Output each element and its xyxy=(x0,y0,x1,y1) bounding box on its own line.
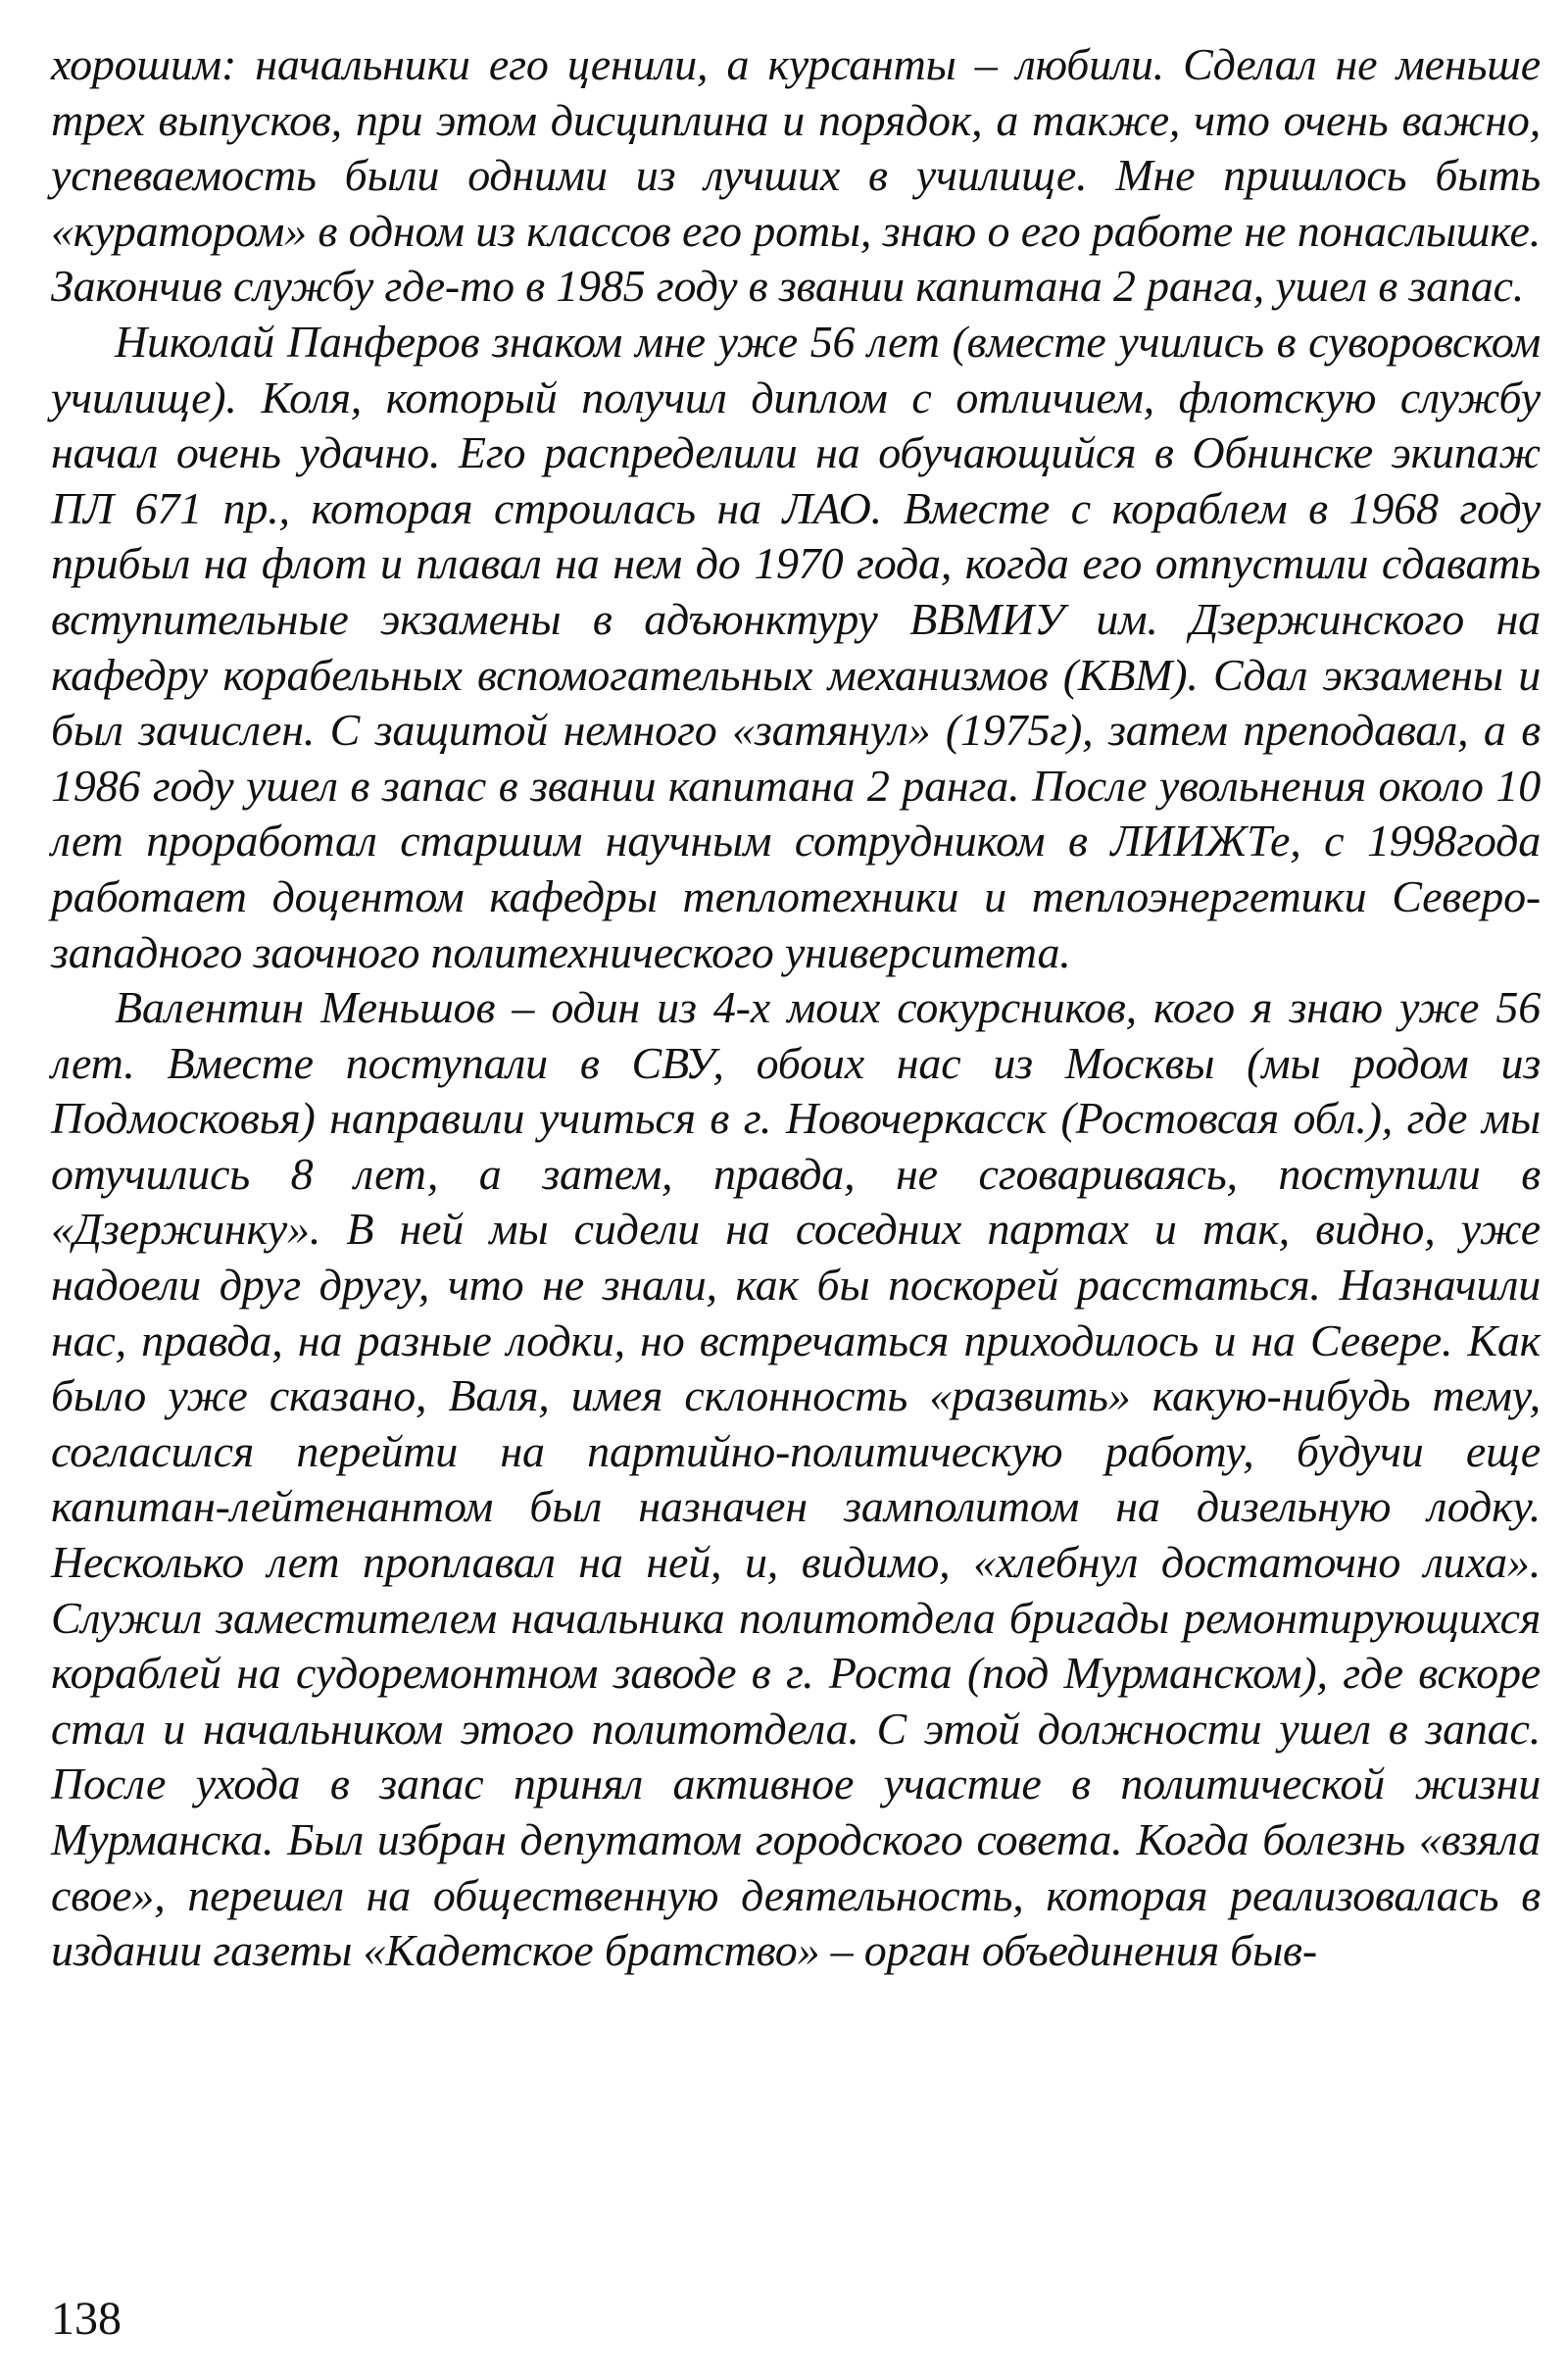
paragraph-continuation: хорошим: начальники его ценили, а курсанты – любили. Сделал не меньше трех выпусков, при этом дисциплина и порядок, а также, что очень важно, успеваемость были одними из лучших в училище. Мне пришлось быть «куратором» в одном из классов его роты, знаю о его работе не понаслышке. Закончив службу где-то в 1985 году в звании капитана 2 ранга, ушел в запас. xyxy=(51,39,1541,312)
paragraph-panferov: Николай Панферов знаком мне уже 56 лет (вместе учились в суворовском училище). Коля, который получил диплом с отличием, флотскую службу начал очень удачно. Его распределили на обучающийся в Обнинске экипаж ПЛ 671 пр., которая строилась на ЛАО. Вместе с кораблем в 1968 году прибыл на флот и плавал на нем до 1970 года, когда его отпустили сдавать вступительные экзамены в адъюнктуру ВВМИУ им. Дзержинского на кафедру корабельных вспомогательных механизмов (КВМ). Сдал экзамены и был зачислен. С защитой немного «затянул» (1975г), затем преподавал, а в 1986 году ушел в запас в звании капитана 2 ранга. После увольнения около 10 лет проработал старшим научным сотрудником в ЛИИЖТе, с 1998года работает доцентом кафедры теплотехники и теплоэнергетики Северо-западного заочного политехнического университета. xyxy=(51,316,1541,977)
paragraph-menshov: Валентин Меньшов – один из 4-х моих сокурсников, кого я знаю уже 56 лет. Вместе поступали в СВУ, обоих нас из Москвы (мы родом из Подмосковья) направили учиться в г. Новочеркасск (Ростовсая обл.), где мы отучились 8 лет, а затем, правда, не сговариваясь, поступили в «Дзержинку». В ней мы сидели на соседних партах и так, видно, уже надоели друг другу, что не знали, как бы поскорей расстаться. Назначили нас, правда, на разные лодки, но встречаться приходилось и на Севере. Как было уже сказано, Валя, имея склонность «развить» какую-нибудь тему, согласился перейти на партийно-политическую работу, будучи еще капитан-лейтенантом был назначен замполитом на дизельную лодку. Несколько лет проплавал на ней, и, видимо, «хлебнул достаточно лиха». Служил заместителем начальника политотдела бригады ремонтирующихся кораблей на судоремонтном заводе в г. Роста (под Мурманском), где вскоре стал и начальником этого политотдела. С этой должности ушел в запас. После ухода в запас принял активное участие в политической жизни Мурманска. Был избран депутатом городского совета. Когда болезнь «взяла свое», перешел на общественную деятельность, которая реализовалась в издании газеты «Кадетское братство» – орган объединения быв- xyxy=(51,982,1541,1976)
page-number: 138 xyxy=(51,2293,122,2345)
body-text xyxy=(51,37,1541,1979)
